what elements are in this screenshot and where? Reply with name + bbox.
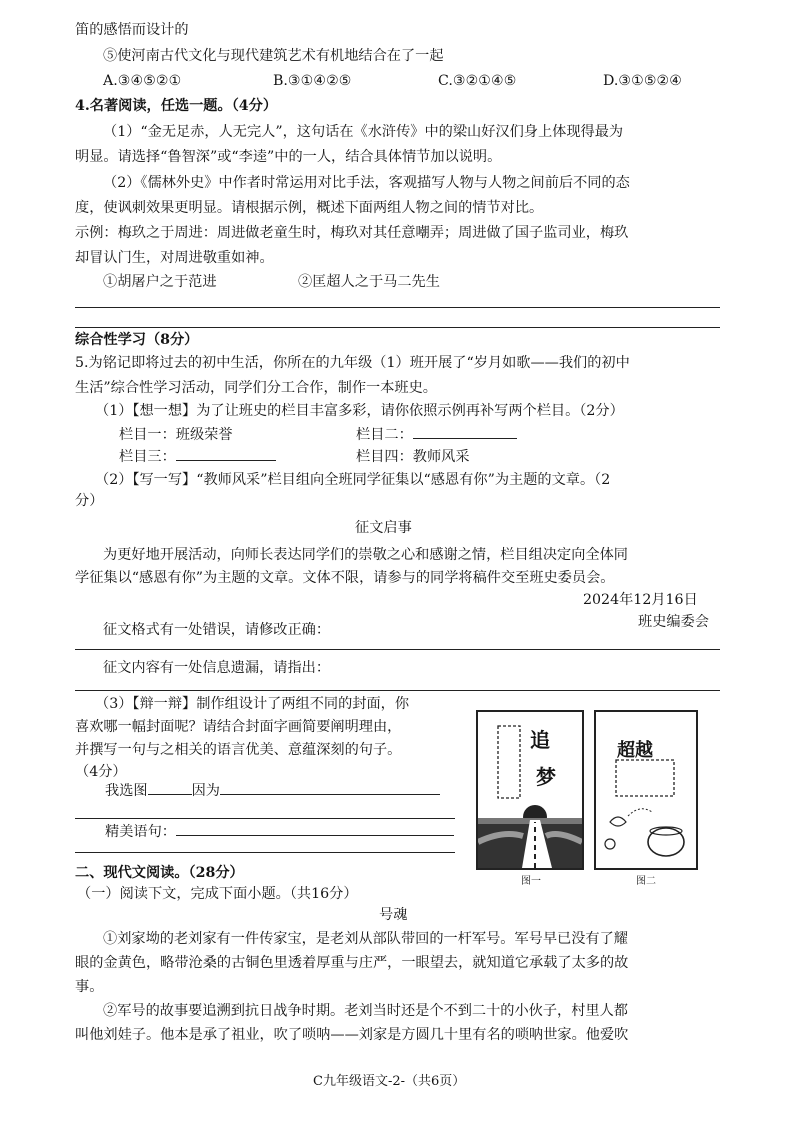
q5-sub1: （1）【想一想】为了让班史的栏目丰富多彩，请你依照示例再补写两个栏目。（2分） xyxy=(95,403,624,419)
column-2-label: 栏目二： xyxy=(356,425,517,445)
answer-line[interactable] xyxy=(75,690,720,691)
notice-body-line1: 为更好地开展活动，向师长表达同学们的崇敬之心和感谢之情，栏目组决定向全体同 xyxy=(103,547,628,563)
answer-line[interactable] xyxy=(75,649,720,650)
q4-heading: 4.名著阅读，任选一题。（4分） xyxy=(75,98,278,114)
notice-date: 2024年12月16日 xyxy=(583,592,698,608)
reading-subheading: （一）阅读下文，完成下面小题。（共16分） xyxy=(77,886,358,902)
fix-content-prompt: 征文内容有一处信息遗漏，请指出： xyxy=(103,660,331,676)
page-footer: C九年级语文-2-（共6页） xyxy=(313,1074,466,1089)
cover-1-char-1: 追 xyxy=(530,728,550,752)
cover-1-char-2: 梦 xyxy=(536,765,556,789)
article-title: 号魂 xyxy=(379,907,408,923)
article-p1-line3: 事。 xyxy=(75,979,104,995)
ordering-item-5: ⑤使河南古代文化与现代建筑艺术有机地结合在了一起 xyxy=(103,48,444,64)
option-a: A.③④⑤②① xyxy=(103,73,182,89)
cover-1-caption: 图一 xyxy=(521,876,541,887)
answer-line[interactable] xyxy=(75,852,455,853)
q5-sub3-line3: 并撰写一句与之相关的语言优美、意蕴深刻的句子。 xyxy=(75,742,402,758)
q4-example-line2: 却冒认门生，对周进敬重如神。 xyxy=(75,250,274,266)
notice-body-line2: 学征集以“感恩有你”为主题的文章。文体不限，请参与的同学将稿件交至班史委员会。 xyxy=(75,570,615,586)
fix-format-prompt: 征文格式有一处错误，请修改正确： xyxy=(103,622,331,638)
q5-sub2-line2: 分） xyxy=(75,493,104,509)
article-p2-line2: 叫他刘娃子。他本是承了祖业，吹了唢呐——刘家是方圆几十里有名的唢呐世家。他爱吹 xyxy=(75,1027,629,1043)
q5-line1: 5.为铭记即将过去的初中生活，你所在的九年级（1）班开展了“岁月如歌——我们的初中 xyxy=(75,355,630,371)
column-4: 栏目四：教师风采 xyxy=(356,449,470,465)
line-continuation: 笛的感悟而设计的 xyxy=(75,22,189,38)
column-1: 栏目一：班级荣誉 xyxy=(119,427,233,443)
answer-line[interactable] xyxy=(75,818,455,819)
cover-2-title: 超越 xyxy=(617,740,653,761)
column-3-blank[interactable] xyxy=(176,460,276,461)
choose-row: 我选图 因为 xyxy=(105,781,440,801)
notice-title: 征文启事 xyxy=(355,520,412,536)
q5-line2: 生活”综合性学习活动，同学们分工合作，制作一本班史。 xyxy=(75,380,437,396)
option-b: B.③①④②⑤ xyxy=(273,73,352,89)
q4-p2-line1: （2）《儒林外史》中作者时常运用对比手法，客观描写人物与人物之间前后不同的态 xyxy=(103,175,630,191)
phrase-blank[interactable] xyxy=(176,835,454,836)
section-heading-reading: 二、现代文阅读。（28分） xyxy=(75,865,244,881)
cover-2-caption: 图二 xyxy=(636,876,656,887)
cover-2-art xyxy=(596,712,696,868)
column-3-label: 栏目三： xyxy=(119,447,276,467)
q4-p1-line2: 明显。请选择“鲁智深”或“李逵”中的一人，结合具体情节加以说明。 xyxy=(75,149,502,165)
article-p1-line1: ①刘家坳的老刘家有一件传家宝，是老刘从部队带回的一杆军号。军号早已没有了耀 xyxy=(103,931,628,947)
q5-sub3-line4: （4分） xyxy=(75,764,127,780)
option-d: D.③①⑤②④ xyxy=(603,73,682,89)
column-2-blank[interactable] xyxy=(413,438,517,439)
cover-figure-2 xyxy=(594,710,698,870)
reason-blank[interactable] xyxy=(220,794,440,795)
article-p2-line1: ②军号的故事要追溯到抗日战争时期。老刘当时还是个不到二十的小伙子，村里人都 xyxy=(103,1003,628,1019)
q4-p1-line1: （1）“金无足赤，人无完人”，这句话在《水浒传》中的梁山好汉们身上体现得最为 xyxy=(103,124,624,140)
q5-sub3-line1: （3）【辩一辩】制作组设计了两组不同的封面，你 xyxy=(95,696,410,712)
notice-signature: 班史编委会 xyxy=(638,614,709,630)
q4-p2-line2: 度，使讽刺效果更明显。请根据示例，概述下面两组人物之间的情节对比。 xyxy=(75,200,544,216)
phrase-row: 精美语句： xyxy=(105,822,454,842)
choose-figure-blank[interactable] xyxy=(148,794,192,795)
section-heading-comprehensive: 综合性学习（8分） xyxy=(75,332,199,348)
q4-example-line1: 示例：梅玖之于周进：周进做老童生时，梅玖对其任意嘲弄；周进做了国子监司业，梅玖 xyxy=(75,225,629,241)
answer-line[interactable] xyxy=(75,327,720,328)
q5-sub2-line1: （2）【写一写】“教师风采”栏目组向全班同学征集以“感恩有你”为主题的文章。（2 xyxy=(95,472,611,488)
answer-line[interactable] xyxy=(75,307,720,308)
article-p1-line2: 眼的金黄色，略带沧桑的古铜色里透着厚重与庄严，一眼望去，就知道它承载了太多的故 xyxy=(75,955,629,971)
option-c: C.③②①④⑤ xyxy=(438,73,517,89)
q4-choice-1: ①胡屠户之于范进 xyxy=(103,274,217,290)
q4-choice-2: ②匡超人之于马二先生 xyxy=(298,274,440,290)
q5-sub3-line2: 喜欢哪一幅封面呢？请结合封面字画简要阐明理由， xyxy=(75,719,402,735)
